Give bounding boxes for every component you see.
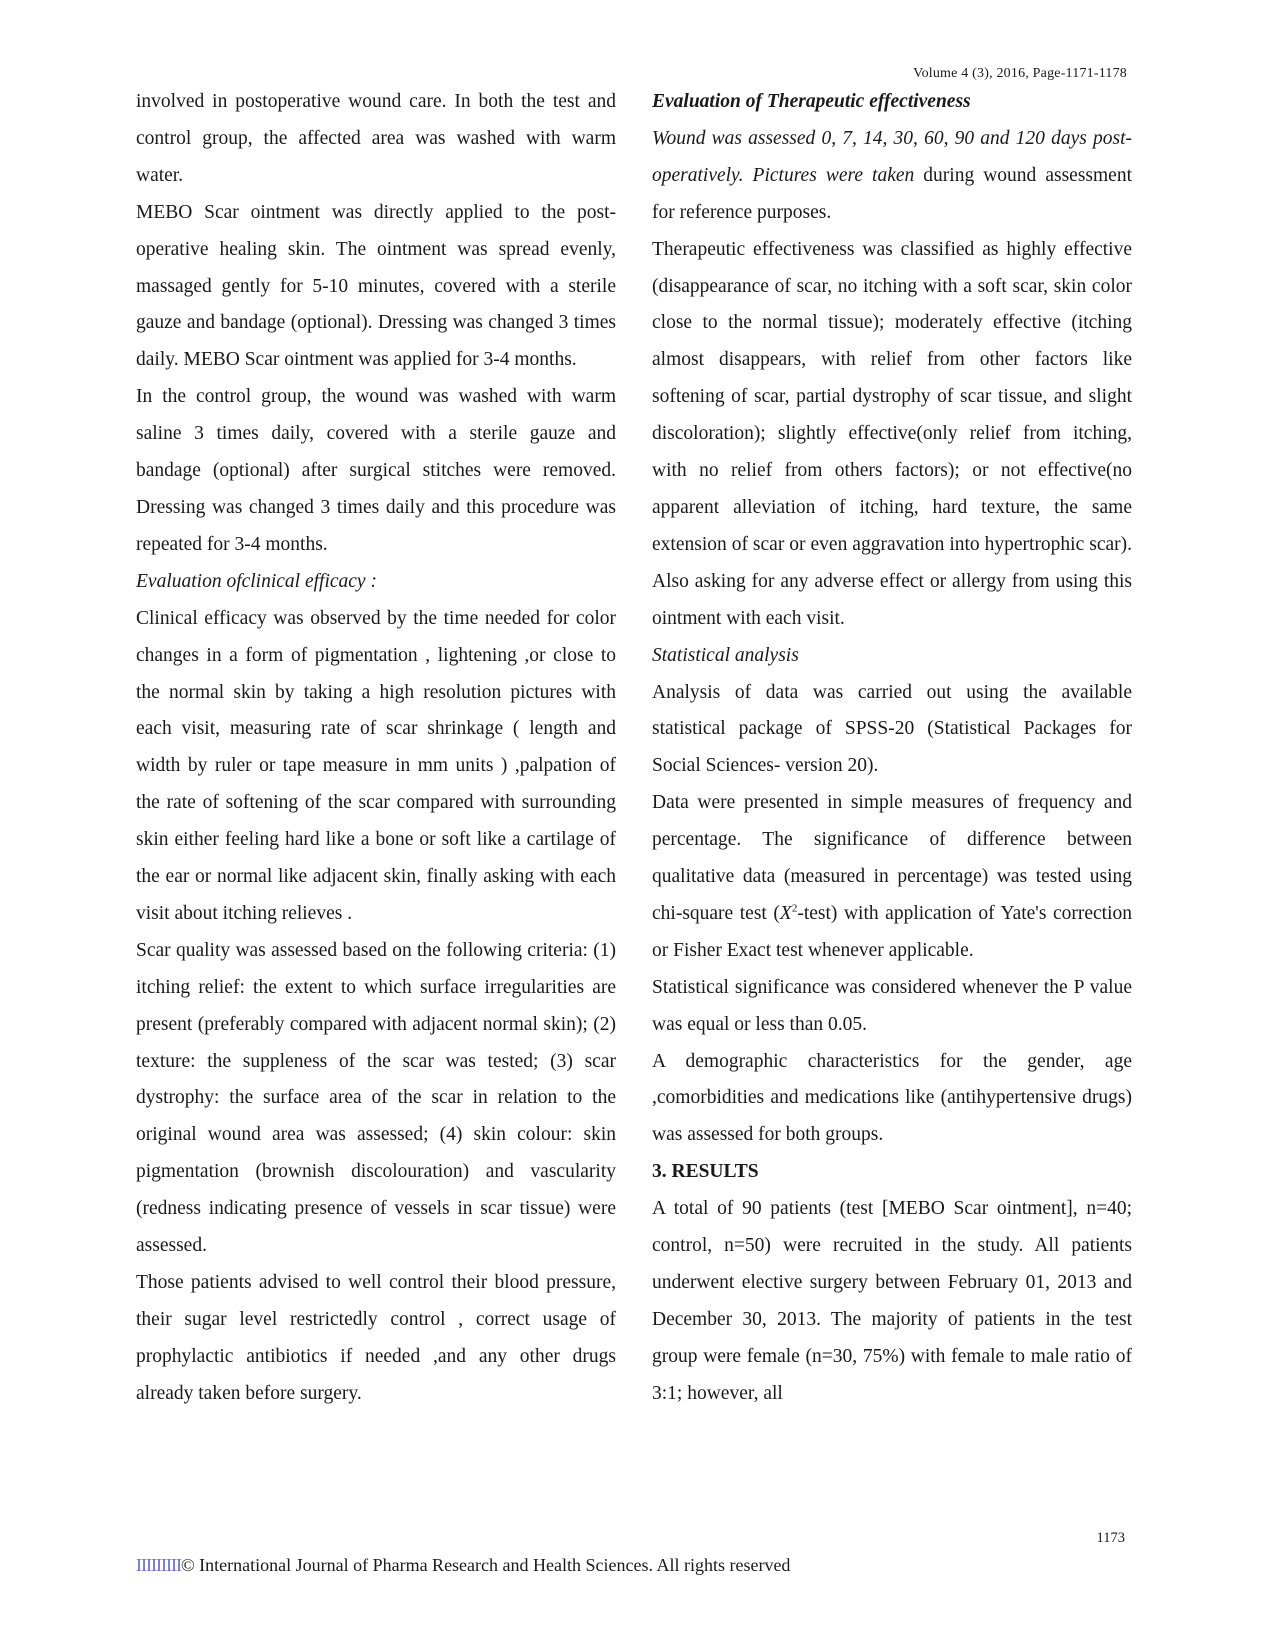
section-heading-results: 3. RESULTS	[652, 1161, 759, 1183]
text-span: Data were presented in simple measures of frequency and percentage. The significance of difference between qualitative data (measured in percentage) was tested using chi-square test (	[652, 792, 1132, 924]
right-column	[652, 84, 1132, 1413]
text-span: -test) with application of Yate's correction or Fisher Exact test whenever applicable.	[652, 902, 1132, 961]
paragraph: A demographic characteristics for the gender, age ,comorbidities and medications like (antihypertensive drugs) was assessed for both groups.	[652, 1050, 1132, 1146]
paragraph: Those patients advised to well control their blood pressure, their sugar level restrictedly control , correct usage of prophylactic antibiotics if needed ,and any other drugs already taken before surgery.	[136, 1272, 616, 1404]
section-heading-clinical-efficacy: Evaluation ofclinical efficacy :	[136, 570, 377, 592]
left-column	[136, 84, 616, 1413]
paragraph: involved in postoperative wound care. In both the test and control group, the affected area was washed with warm water.	[136, 91, 616, 186]
text-span: during wound assessment for reference purposes.	[652, 164, 1132, 223]
paragraph	[652, 785, 1132, 970]
paragraph: Scar quality was assessed based on the following criteria: (1) itching relief: the extent to which surface irregularities are present (preferably compared with adjacent normal skin); (2) texture: the suppleness of the scar was tested; (3) scar dystrophy: the surface area of the scar in relation to the original wound area was assessed; (4) skin colour: skin pigmentation (brownish discolouration) and vascularity (redness indicating presence of vessels in scar tissue) were assessed.	[136, 939, 616, 1257]
footer-mark: IIIIIIIII	[136, 1555, 181, 1575]
footer-text: © International Journal of Pharma Research and Health Sciences. All rights reserved	[180, 1555, 791, 1575]
paragraph: MEBO Scar ointment was directly applied to the post-operative healing skin. The ointment was spread evenly, massaged gently for 5-10 minutes, covered with a sterile gauze and bandage (optional). Dressing was changed 3 times daily. MEBO Scar ointment was applied for 3-4 months.	[136, 201, 616, 371]
page-number: 1173	[1096, 1530, 1125, 1546]
italic-text: Wound was assessed 0, 7, 14, 30, 60, 90 and 120 days post-operatively. Pictures were taken	[652, 127, 1132, 186]
paragraph	[652, 121, 1132, 232]
footer	[136, 1555, 790, 1576]
paragraph: Statistical significance was considered whenever the P value was equal or less than 0.05.	[652, 976, 1132, 1035]
paragraph: Analysis of data was carried out using the available statistical package of SPSS-20 (Statistical Packages for Social Sciences- version 20).	[652, 681, 1132, 777]
section-heading-statistical-analysis: Statistical analysis	[652, 644, 799, 666]
paragraph: Clinical efficacy was observed by the time needed for color changes in a form of pigmentation , lightening ,or close to the normal skin by taking a high resolution pictures with each visit, measuring rate of scar shrinkage ( length and width by ruler or tape measure in mm units ) ,palpation of the rate of softening of the scar compared with surrounding skin either feeling hard like a bone or soft like a cartilage of the ear or normal like adjacent skin, finally asking with each visit about itching relieves .	[136, 607, 616, 924]
chi-symbol: X	[779, 902, 792, 924]
paragraph: In the control group, the wound was washed with warm saline 3 times daily, covered with a sterile gauze and bandage (optional) after surgical stitches were removed. Dressing was changed 3 times daily and this procedure was repeated for 3-4 months.	[136, 386, 616, 555]
paragraph: A total of 90 patients (test [MEBO Scar ointment], n=40; control, n=50) were recruited in the study. All patients underwent elective surgery between February 01, 2013 and December 30, 2013. The majority of patients in the test group were female (n=30, 75%) with female to male ratio of 3:1; however, all	[652, 1198, 1132, 1404]
section-heading-therapeutic-effectiveness: Evaluation of Therapeutic effectiveness	[652, 91, 971, 112]
paragraph: Therapeutic effectiveness was classified as highly effective (disappearance of scar, no itching with a soft scar, skin color close to the normal tissue); moderately effective (itching almost disappears, with relief from other factors like softening of scar, partial dystrophy of scar tissue, and slight discoloration); slightly effective(only relief from itching, with no relief from others factors); or not effective(no apparent alleviation of itching, hard texture, the same extension of scar or even aggravation into hypertrophic scar). Also asking for any adverse effect or allergy from using this ointment with each visit.	[652, 238, 1132, 629]
volume-header: Volume 4 (3), 2016, Page-1171-1178	[913, 66, 1127, 81]
superscript: 2	[791, 902, 798, 915]
